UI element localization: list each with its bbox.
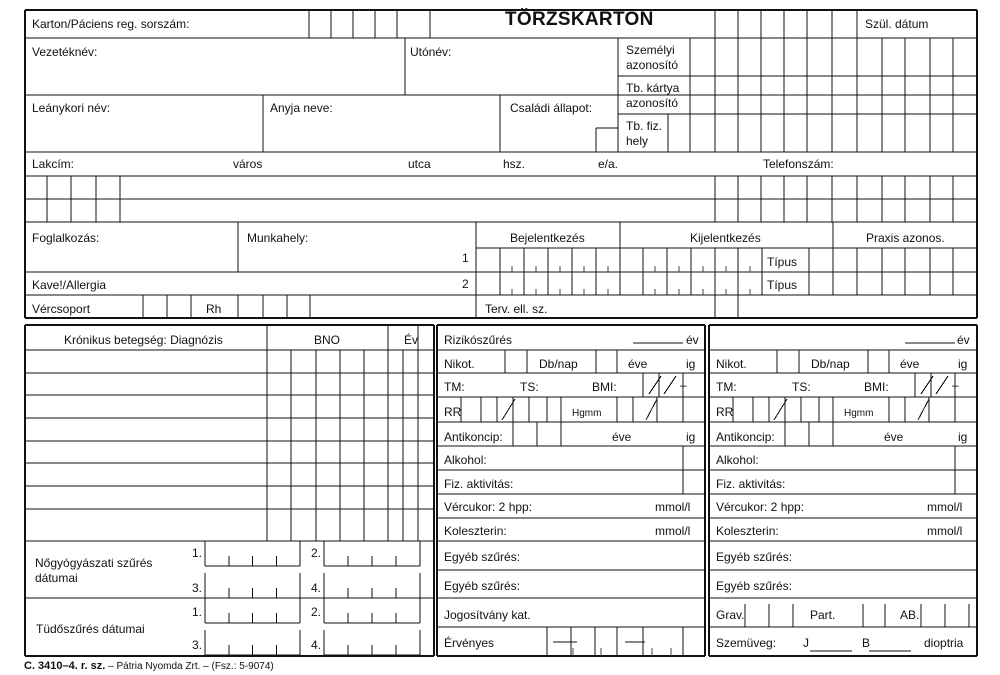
row-number-1: 1 xyxy=(462,251,469,265)
year-header: Év xyxy=(404,333,419,347)
risk2-hgmm-label: Hgmm xyxy=(844,408,874,419)
grid-line-276 xyxy=(918,399,929,420)
risk1-physical-label: Fiz. aktivitás: xyxy=(444,477,514,491)
gyn-date-4-label: 4. xyxy=(311,581,322,595)
gyn-date-3-label: 3. xyxy=(192,581,203,595)
gyn-date-1-label: 1. xyxy=(192,546,203,560)
blood-group-label: Vércsoport xyxy=(32,302,91,316)
risk2-year-label: év xyxy=(957,333,970,347)
risk1-contraception-label: Antikoncip: xyxy=(444,430,503,444)
risk1-contra-ig-label: ig xyxy=(686,430,696,444)
risk2-other-screening-2: Egyéb szűrés: xyxy=(716,579,793,593)
risk1-cholesterol-unit: mmol/l xyxy=(655,524,691,538)
mother-name-label: Anyja neve: xyxy=(270,101,333,115)
parity-label: Part. xyxy=(810,608,836,622)
risk1-hgmm-label: Hgmm xyxy=(572,408,602,419)
grid-line-263 xyxy=(936,376,948,394)
surname-label: Vezetéknév: xyxy=(32,45,98,59)
type-label-2: Típus xyxy=(767,278,798,292)
license-category-label: Jogosítvány kat. xyxy=(444,608,531,622)
risk2-cholesterol-unit: mmol/l xyxy=(927,524,963,538)
first-name-label: Utónév: xyxy=(410,45,452,59)
risk1-years-label: éve xyxy=(628,357,648,371)
form-title: TÖRZSKARTON xyxy=(505,9,654,30)
risk2-dash: – xyxy=(952,378,959,392)
tb-card-label-1: Tb. kártya xyxy=(626,81,680,95)
risk2-cholesterol-label: Koleszterin: xyxy=(716,524,779,538)
personal-id-label-1: Személyi xyxy=(626,43,675,57)
diopter-label: dioptria xyxy=(924,636,964,650)
risk2-nicotine-label: Nikot. xyxy=(716,357,747,371)
risk2-contra-years-label: éve xyxy=(884,430,904,444)
risk1-tm-label: TM: xyxy=(444,380,465,394)
house-number-label: hsz. xyxy=(503,157,526,171)
risk2-per-day-label: Db/nap xyxy=(811,357,850,371)
address-label: Lakcím: xyxy=(32,157,75,171)
row-number-2: 2 xyxy=(462,277,469,291)
grid-line-206 xyxy=(664,376,676,394)
footer xyxy=(24,659,274,674)
risk1-glucose-unit: mmol/l xyxy=(655,500,691,514)
risk2-physical-label: Fiz. aktivitás: xyxy=(716,477,786,491)
glasses-b-label: B xyxy=(862,636,871,650)
occupation-label: Foglalkozás: xyxy=(32,231,100,245)
type-label-1: Típus xyxy=(767,255,798,269)
tb-payer-label-1: Tb. fiz. xyxy=(626,119,663,133)
tb-card-label-2: azonosító xyxy=(626,96,679,110)
workplace-label: Munkahely: xyxy=(247,231,309,245)
registration-label: Bejelentkezés xyxy=(510,231,585,245)
risk1-year-label: év xyxy=(686,333,699,347)
risk-screening-label: Rizikószűrés xyxy=(444,333,513,347)
risk1-bmi-label: BMI: xyxy=(592,380,617,394)
marital-status-label: Családi állapot: xyxy=(510,101,593,115)
allergy-label: Kave!/Allergia xyxy=(32,278,107,292)
phone-label: Telefonszám: xyxy=(763,157,834,171)
risk2-glucose-label: Vércukor: 2 hpp: xyxy=(716,500,805,514)
risk1-ts-label: TS: xyxy=(520,380,539,394)
risk2-rr-label: RR xyxy=(716,405,734,419)
gyn-screening-label-2: dátumai xyxy=(35,571,78,585)
lung-date-1-label: 1. xyxy=(192,605,203,619)
lung-screening-label: Tüdőszűrés dátumai xyxy=(36,622,145,636)
tb-payer-label-2: hely xyxy=(626,134,649,148)
rh-label: Rh xyxy=(206,302,222,316)
risk1-cholesterol-label: Koleszterin: xyxy=(444,524,507,538)
risk1-per-day-label: Db/nap xyxy=(539,357,578,371)
maiden-name-label: Leánykori név: xyxy=(32,101,111,115)
lung-date-2-label: 2. xyxy=(311,605,322,619)
lung-date-3-label: 3. xyxy=(192,638,203,652)
diagnosis-header: Krónikus betegség: Diagnózis xyxy=(64,333,223,347)
risk1-nicotine-label: Nikot. xyxy=(444,357,475,371)
lung-date-4-label: 4. xyxy=(311,638,322,652)
risk1-rr-label: RR xyxy=(444,405,462,419)
abortion-label: AB. xyxy=(900,608,920,622)
risk1-alcohol-label: Alkohol: xyxy=(444,453,487,467)
risk2-ig-label: ig xyxy=(958,357,968,371)
reg-number-label: Karton/Páciens reg. sorszám: xyxy=(32,17,190,31)
risk2-tm-label: TM: xyxy=(716,380,737,394)
risk2-years-label: éve xyxy=(900,357,920,371)
risk1-contra-years-label: éve xyxy=(612,430,632,444)
risk2-contraception-label: Antikoncip: xyxy=(716,430,775,444)
risk2-bmi-label: BMI: xyxy=(864,380,889,394)
city-label: város xyxy=(233,157,263,171)
gravidity-label: Grav. xyxy=(716,608,745,622)
glasses-j-label: J xyxy=(803,636,809,650)
care-plan-label: Terv. ell. sz. xyxy=(485,302,548,316)
street-label: utca xyxy=(408,157,431,171)
risk1-dash: – xyxy=(680,378,687,392)
gyn-screening-label-1: Nőgyógyászati szűrés xyxy=(35,556,153,570)
form-code: C. 3410–4. r. sz. xyxy=(24,660,106,672)
risk1-other-screening-2: Egyéb szűrés: xyxy=(444,579,521,593)
risk2-other-screening-1: Egyéb szűrés: xyxy=(716,550,793,564)
risk1-other-screening-1: Egyéb szűrés: xyxy=(444,550,521,564)
floor-door-label: e/a. xyxy=(598,157,619,171)
printer-info: – Pátria Nyomda Zrt. – (Fsz.: 5-9074) xyxy=(108,661,274,672)
risk2-glucose-unit: mmol/l xyxy=(927,500,963,514)
deregistration-label: Kijelentkezés xyxy=(690,231,761,245)
grid-line-219 xyxy=(646,399,657,420)
risk2-contra-ig-label: ig xyxy=(958,430,968,444)
risk2-alcohol-label: Alkohol: xyxy=(716,453,759,467)
gyn-date-2-label: 2. xyxy=(311,546,322,560)
glasses-label: Szemüveg: xyxy=(716,636,777,650)
risk1-ig-label: ig xyxy=(686,357,696,371)
birth-date-label: Szül. dátum xyxy=(865,17,929,31)
risk1-glucose-label: Vércukor: 2 hpp: xyxy=(444,500,533,514)
license-valid-label: Érvényes xyxy=(444,636,495,650)
personal-id-label-2: azonosító xyxy=(626,58,679,72)
bno-header: BNO xyxy=(314,333,341,347)
practice-id-label: Praxis azonos. xyxy=(866,231,945,245)
risk2-ts-label: TS: xyxy=(792,380,811,394)
